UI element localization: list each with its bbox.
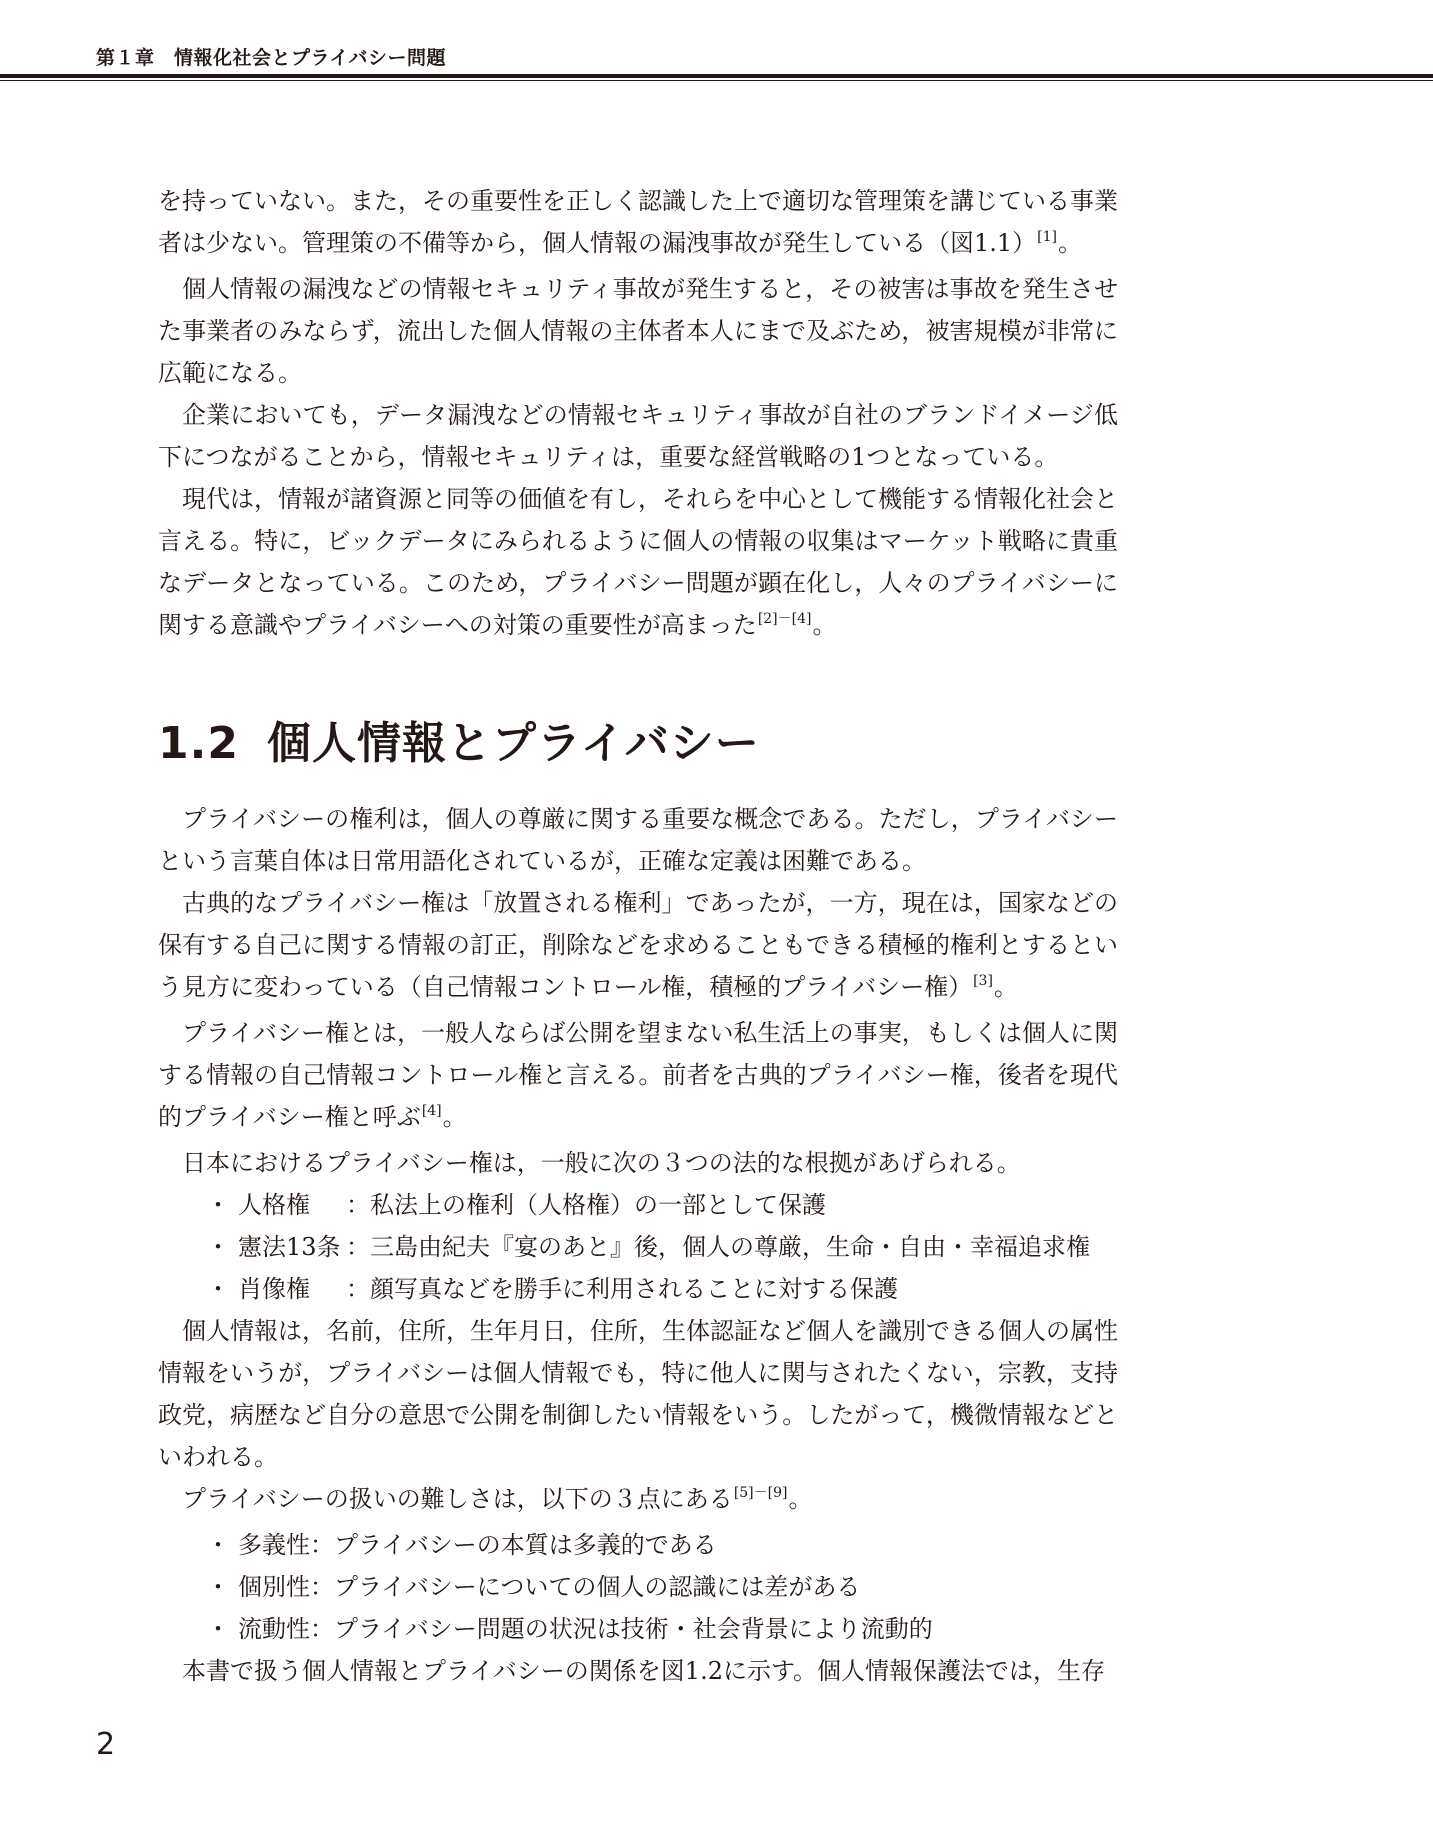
header-rule-thin xyxy=(0,80,1433,81)
list-term: 流動性 xyxy=(238,1615,310,1643)
list-item xyxy=(158,1268,1118,1310)
citation: [3] xyxy=(973,973,993,989)
citation: [2]－[4] xyxy=(757,611,812,627)
chapter-title: 第１章 情報化社会とプライバシー問題 xyxy=(96,47,447,69)
legal-basis-list xyxy=(158,1184,1118,1310)
list-colon: ： xyxy=(310,1615,334,1643)
paragraph-text: 。 xyxy=(812,611,837,639)
paragraph xyxy=(158,180,1118,268)
paragraph: プライバシーの権利は，個人の尊厳に関する重要な概念である。ただし，プライバシーという言葉自体は日常用語化されているが，正確な定義は困難である。 xyxy=(158,805,1118,875)
list-item xyxy=(158,1566,1118,1608)
paragraph-text: 現代は，情報が諸資源と同等の価値を有し，それらを中心として機能する情報化社会と言える。特に，ビックデータにみられるように個人の情報の収集はマーケット戦略に貴重なデータとなっている。このため，プライバシー問題が顕在化し，人々のプライバシーに関する意識やプライバシーへの対策の重要性が高まった xyxy=(158,485,1118,639)
list-term: 憲法13条 xyxy=(238,1233,341,1261)
list-colon: ： xyxy=(310,1531,334,1559)
paragraph-text: プライバシー権とは，一般人ならば公開を望まない私生活上の事実，もしくは個人に関する情報の自己情報コントロール権と言える。前者を古典的プライバシー権，後者を現代的プライバシー権と呼ぶ xyxy=(158,1019,1118,1131)
list-desc: 三島由紀夫『宴のあと』後，個人の尊厳，生命・自由・幸福追求権 xyxy=(370,1233,1090,1261)
list-colon: ： xyxy=(346,1191,370,1219)
paragraph xyxy=(158,478,1118,650)
bullet: ・ xyxy=(206,1573,230,1601)
paragraph: 日本におけるプライバシー権は，一般に次の３つの法的な根拠があげられる。 xyxy=(182,1149,1021,1177)
paragraph: 個人情報は，名前，住所，生年月日，住所，生体認証など個人を識別できる個人の属性情報をいうが，プライバシーは個人情報でも，特に他人に関与されたくない，宗教，支持政党，病歴など自分の意思で公開を制御したい情報をいう。したがって，機微情報などといわれる。 xyxy=(158,1317,1118,1471)
paragraph-text: 。 xyxy=(442,1103,467,1131)
list-desc: プライバシーの本質は多義的である xyxy=(334,1531,717,1559)
list-item xyxy=(158,1184,1118,1226)
list-term: 多義性 xyxy=(238,1531,310,1559)
paragraph xyxy=(158,882,1118,1012)
section-title: 個人情報とプライバシー xyxy=(266,718,760,769)
list-item xyxy=(158,1608,1118,1650)
header-rule-thick xyxy=(0,74,1433,78)
list-term: 肖像権 xyxy=(238,1275,310,1303)
paragraph xyxy=(158,1478,1118,1524)
list-item xyxy=(158,1226,1118,1268)
citation: [5]－[9] xyxy=(733,1485,788,1501)
list-desc: プライバシーについての個人の認識には差がある xyxy=(334,1573,861,1601)
citation: [1] xyxy=(1037,229,1058,245)
section-body xyxy=(158,798,1118,1692)
paragraph: 本書で扱う個人情報とプライバシーの関係を図1.2に示す。個人情報保護法では，生存 xyxy=(182,1657,1106,1685)
paragraph-text: 。 xyxy=(993,973,1018,1001)
paragraph-text: 。 xyxy=(1058,229,1083,257)
section-number: 1.2 xyxy=(158,718,239,769)
list-desc: プライバシー問題の状況は技術・社会背景により流動的 xyxy=(334,1615,933,1643)
page-number: 2 xyxy=(96,1727,116,1762)
paragraph-text: 古典的なプライバシー権は「放置される権利」であったが，一方，現在は，国家などの保有する自己に関する情報の訂正，削除などを求めることもできる積極的権利とするという見方に変わっている（自己情報コントロール権，積極的プライバシー権） xyxy=(158,889,1118,1001)
bullet: ・ xyxy=(206,1615,230,1643)
bullet: ・ xyxy=(206,1531,230,1559)
citation: [4] xyxy=(421,1103,442,1119)
list-item xyxy=(158,1524,1118,1566)
list-colon: ： xyxy=(310,1573,334,1601)
section-heading xyxy=(158,716,760,772)
list-desc: 私法上の権利（人格権）の一部として保護 xyxy=(370,1191,826,1219)
paragraph: 個人情報の漏洩などの情報セキュリティ事故が発生すると，その被害は事故を発生させた事業者のみならず，流出した個人情報の主体者本人にまで及ぶため，被害規模が非常に広範になる。 xyxy=(158,275,1118,387)
list-colon: ： xyxy=(346,1275,370,1303)
list-term: 個別性 xyxy=(238,1573,310,1601)
list-term: 人格権 xyxy=(238,1191,310,1219)
paragraph xyxy=(158,1012,1118,1142)
paragraph-text: 。 xyxy=(788,1485,813,1513)
paragraph-text: プライバシーの扱いの難しさは，以下の３点にある xyxy=(182,1485,733,1513)
list-desc: 顔写真などを勝手に利用されることに対する保護 xyxy=(370,1275,898,1303)
bullet: ・ xyxy=(206,1233,230,1261)
running-header xyxy=(0,0,1433,80)
paragraph-text: を持っていない。また，その重要性を正しく認識した上で適切な管理策を講じている事業者は少ない。管理策の不備等から，個人情報の漏洩事故が発生している（図1.1） xyxy=(158,187,1118,257)
intro-text xyxy=(158,180,1118,650)
list-colon: ： xyxy=(346,1233,370,1261)
paragraph: 企業においても，データ漏洩などの情報セキュリティ事故が自社のブランドイメージ低下につながることから，情報セキュリティは，重要な経営戦略の1つとなっている。 xyxy=(158,401,1118,471)
difficulty-list xyxy=(158,1524,1118,1650)
bullet: ・ xyxy=(206,1275,230,1303)
bullet: ・ xyxy=(206,1191,230,1219)
